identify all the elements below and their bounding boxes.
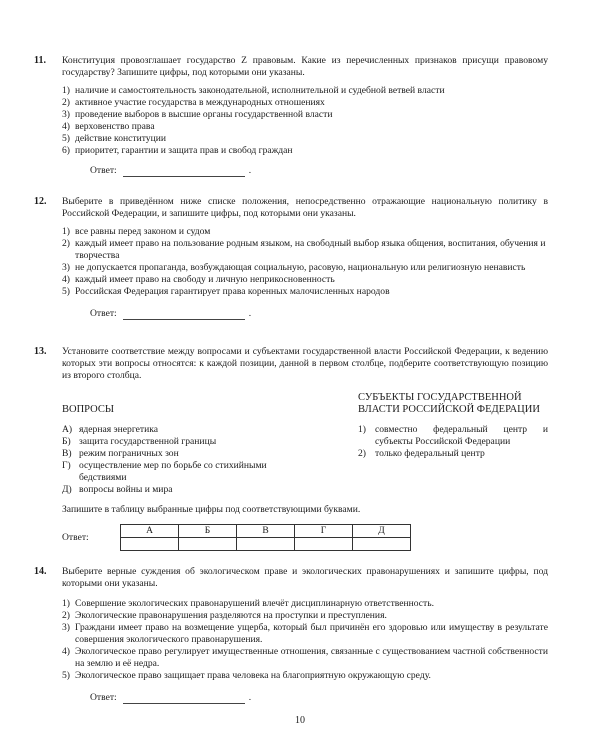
question-text: Выберите верные суждения об экологическом праве и экологических правонарушениях и запишите цифры, под которыми они указаны. [62, 566, 548, 589]
table-header-cell: Д [353, 525, 411, 538]
answer-label: Ответ: [90, 165, 117, 176]
option-item: 5) Экологическое право защищает права человека на благоприятную окружающую среду. [62, 670, 431, 681]
option-item: 5) Российская Федерация гарантирует права коренных малочисленных народов [62, 286, 390, 297]
match-item: 2) только федеральный центр [358, 448, 485, 459]
option-item: 6) приоритет, гарантии и защита прав и свобод граждан [62, 145, 293, 156]
question-14 [34, 566, 548, 704]
question-number: 12. [34, 196, 47, 207]
question-text: Конституция провозглашает государство Z правовым. Какие из перечисленных признаков присущи правовому государству? Запишите цифры, под которыми они указаны. [62, 55, 548, 78]
match-item: А) ядерная энергетика [62, 424, 159, 435]
option-item: 1) наличие и самостоятельность законодательной, исполнительной и судебной ветвей власти [62, 85, 445, 96]
question-11 [34, 55, 548, 177]
answer-cell[interactable] [295, 538, 353, 551]
table-header-cell: В [237, 525, 295, 538]
answer-field[interactable] [123, 693, 245, 704]
option-item: 3) Граждани имеет право на возмещение ущерба, который был причинён его здоровью или имуществу в результате совершения экологического правонарушения. [62, 622, 548, 645]
option-item: 5) действие конституции [62, 133, 166, 144]
answer-cell[interactable] [179, 538, 237, 551]
option-item: 2) каждый имеет право на пользование родным языком, на свободный выбор языка общения, воспитания, обучения и творчества [62, 238, 546, 261]
table-instruction: Запишите в таблицу выбранные цифры под соответствующими буквами. [62, 504, 361, 515]
page-number: 10 [295, 715, 305, 726]
subjects-column [358, 392, 548, 496]
option-item: 1) все равны перед законом и судом [62, 226, 211, 237]
questions-column [62, 392, 307, 496]
match-item: Г) осуществление мер по борьбе со стихийными бедствиями [62, 460, 267, 483]
question-13 [34, 346, 548, 551]
option-item: 4) каждый имеет право на свободу и личную неприкосновенность [62, 274, 335, 285]
answer-row: Ответ: . [90, 692, 252, 703]
option-item: 1) Совершение экологических правонарушений влечёт дисциплинарную ответственность. [62, 598, 435, 609]
answer-label: Ответ: [62, 531, 89, 543]
question-text: Выберите в приведённом ниже списке положения, непосредственно отражающие национальную политику в Российской Федерации, и запишите цифры, под которыми они указаны. [62, 196, 548, 219]
option-item: 3) проведение выборов в высшие органы государственной власти [62, 109, 333, 120]
question-12 [34, 196, 548, 320]
options-list [62, 598, 548, 682]
option-item: 3) не допускается пропаганда, возбуждающая социальную, расовую, национальную или религиозную ненависть [62, 262, 526, 273]
answer-cell[interactable] [237, 538, 295, 551]
question-number: 11. [34, 55, 46, 66]
answer-cell[interactable] [353, 538, 411, 551]
table-header-cell: А [121, 525, 179, 538]
table-header-cell: Б [179, 525, 237, 538]
option-item: 4) Экологическое право регулирует имущественные отношения, связанные с существованием частной собственности на землю и её недра. [62, 646, 548, 669]
match-item: В) режим пограничных зон [62, 448, 179, 459]
answer-field[interactable] [123, 166, 245, 177]
match-item: Б) защита государственной границы [62, 436, 217, 447]
option-item: 4) верховенство права [62, 121, 155, 132]
answer-row: Ответ: . [90, 308, 252, 319]
answer-table-row [62, 524, 548, 551]
left-column-header: ВОПРОСЫ [62, 404, 115, 415]
table-header-cell: Г [295, 525, 353, 538]
question-number: 14. [34, 566, 47, 577]
options-list [62, 226, 548, 298]
option-item: 2) Экологические правонарушения разделяются на проступки и преступления. [62, 610, 387, 621]
match-item: 1) совместно федеральный центр и субъекты Российской Федерации [358, 424, 548, 447]
right-column-header: СУБЪЕКТЫ ГОСУДАРСТВЕННОЙ ВЛАСТИ РОССИЙСКОЙ ФЕДЕРАЦИИ [358, 392, 540, 415]
answer-cell[interactable] [121, 538, 179, 551]
answer-label: Ответ: [90, 308, 117, 319]
answer-label: Ответ: [90, 692, 117, 703]
option-item: 2) активное участие государства в международных отношениях [62, 97, 325, 108]
match-item: Д) вопросы войны и мира [62, 484, 173, 495]
question-text: Установите соответствие между вопросами и субъектами государственной власти Российской Федерации, к ведению которых эти вопросы относятся: к каждой позиции, данной в первом столбце, подберите соответствующую позицию из второго столбца. [62, 346, 548, 381]
answer-row: Ответ: . [90, 165, 252, 176]
answer-table [120, 524, 411, 551]
question-number: 13. [34, 346, 47, 357]
options-list [62, 85, 548, 157]
matching-columns [62, 392, 548, 496]
answer-field[interactable] [123, 309, 245, 320]
